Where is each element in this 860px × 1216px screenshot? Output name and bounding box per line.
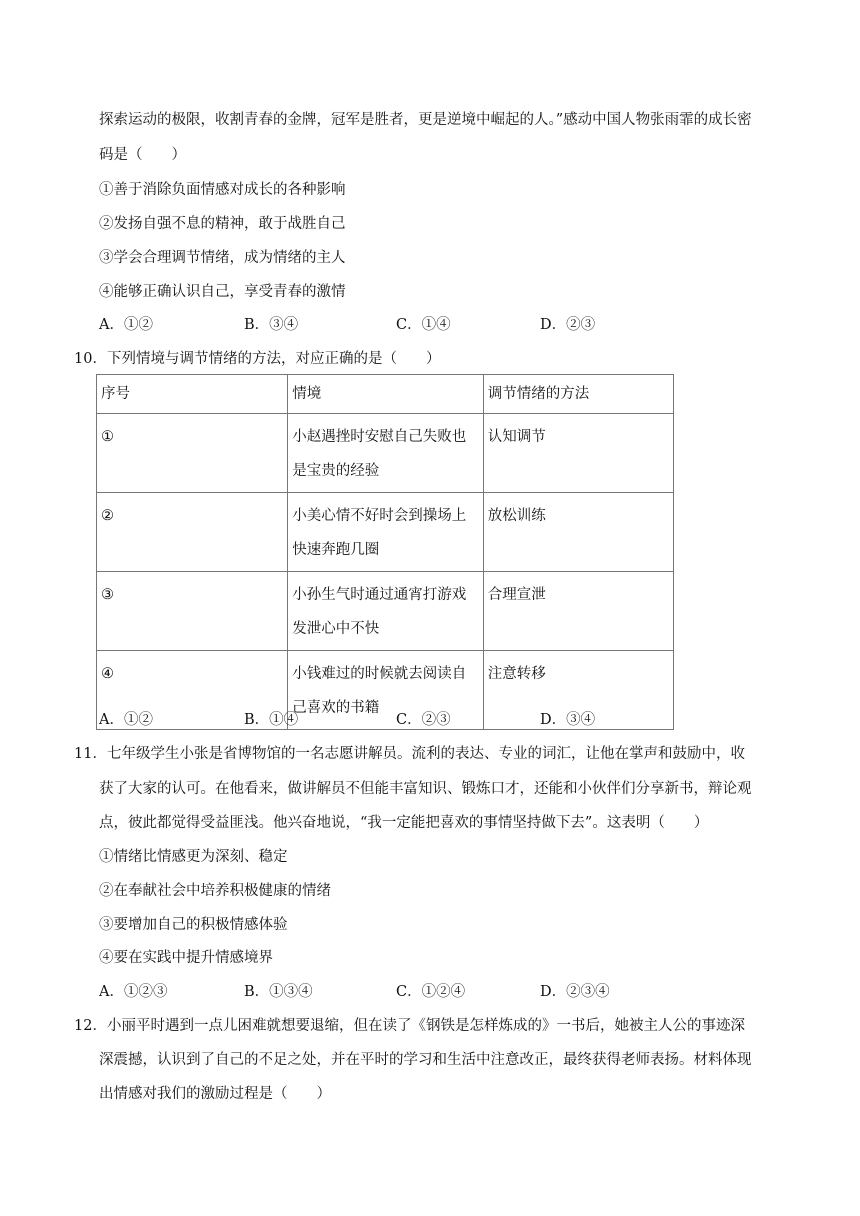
q10-stem: 10．下列情境与调节情绪的方法，对应正确的是（ ） [74, 351, 441, 367]
q11-item-2: ②在奉献社会中培养积极健康的情绪 [99, 883, 331, 899]
q11-item-4: ④要在实践中提升情感境界 [99, 950, 273, 966]
q11-stem-line2: 获了大家的认可。在他看来，做讲解员不但能丰富知识、锻炼口才，还能和小伙伴们分享新书，辩论观 [99, 781, 752, 797]
q12-stem-line2: 深震撼，认识到了自己的不足之处，并在平时的学习和生活中注意改正，最终获得老师表扬。材料体现 [99, 1052, 752, 1068]
q10-option-a[interactable]: A．①② [99, 712, 153, 728]
q9-option-a[interactable]: A．①② [99, 317, 153, 333]
q9-item-4: ④能够正确认识自己，享受青春的激情 [99, 284, 346, 300]
q9-item-2: ②发扬自强不息的精神，敢于战胜自己 [99, 216, 346, 232]
row-method: 合理宣泄 [483, 572, 673, 651]
q9-stem-line1: 探索运动的极限，收割青春的金牌，冠军是胜者，更是逆境中崛起的人。”感动中国人物张雨霏的成长密 [99, 112, 752, 128]
table-row [97, 414, 674, 493]
q10-option-d[interactable]: D．③④ [540, 712, 596, 728]
row-number: ③ [97, 572, 288, 651]
table-header-row [97, 375, 674, 414]
header-scene: 情境 [288, 375, 483, 414]
q11-option-a[interactable]: A．①②③ [99, 984, 168, 1000]
row-scene: 小钱难过的时候就去阅读自己喜欢的书籍 [288, 651, 483, 730]
row-scene: 小美心情不好时会到操场上快速奔跑几圈 [288, 493, 483, 572]
row-number: ① [97, 414, 288, 493]
row-method: 注意转移 [483, 651, 673, 730]
row-method: 认知调节 [483, 414, 673, 493]
q11-item-1: ①情绪比情感更为深刻、稳定 [99, 849, 288, 865]
q12-stem-line1: 12．小丽平时遇到一点儿困难就想要退缩，但在读了《钢铁是怎样炼成的》一书后，她被主人公的事迹深 [74, 1018, 745, 1034]
q9-option-d[interactable]: D．②③ [540, 317, 596, 333]
table-row [97, 493, 674, 572]
q12-stem-line3: 出情感对我们的激励过程是（ ） [99, 1086, 331, 1102]
q10-option-b[interactable]: B．①④ [244, 712, 299, 728]
q9-option-c[interactable]: C．①④ [396, 317, 451, 333]
row-scene: 小赵遇挫时安慰自己失败也是宝贵的经验 [288, 414, 483, 493]
q9-item-1: ①善于消除负面情感对成长的各种影响 [99, 182, 346, 198]
q11-item-3: ③要增加自己的积极情感体验 [99, 917, 288, 933]
q11-stem-line1: 11．七年级学生小张是省博物馆的一名志愿讲解员。流利的表达、专业的词汇，让他在掌声和鼓励中，收 [74, 746, 745, 762]
q9-option-b[interactable]: B．③④ [244, 317, 299, 333]
row-number: ② [97, 493, 288, 572]
q10-table [96, 374, 674, 730]
q11-option-d[interactable]: D．②③④ [540, 984, 610, 1000]
q11-option-b[interactable]: B．①③④ [244, 984, 313, 1000]
header-method: 调节情绪的方法 [483, 375, 673, 414]
q9-stem-line2: 码是（ ） [99, 147, 186, 163]
row-method: 放松训练 [483, 493, 673, 572]
q9-item-3: ③学会合理调节情绪，成为情绪的主人 [99, 250, 346, 266]
row-number: ④ [97, 651, 288, 730]
q11-stem-line3: 点，彼此都觉得受益匪浅。他兴奋地说，“我一定能把喜欢的事情坚持做下去”。这表明（ ） [99, 815, 709, 831]
table-row [97, 572, 674, 651]
q10-option-c[interactable]: C．②③ [396, 712, 451, 728]
q11-option-c[interactable]: C．①②④ [396, 984, 466, 1000]
header-number: 序号 [97, 375, 288, 414]
row-scene: 小孙生气时通过通宵打游戏发泄心中不快 [288, 572, 483, 651]
